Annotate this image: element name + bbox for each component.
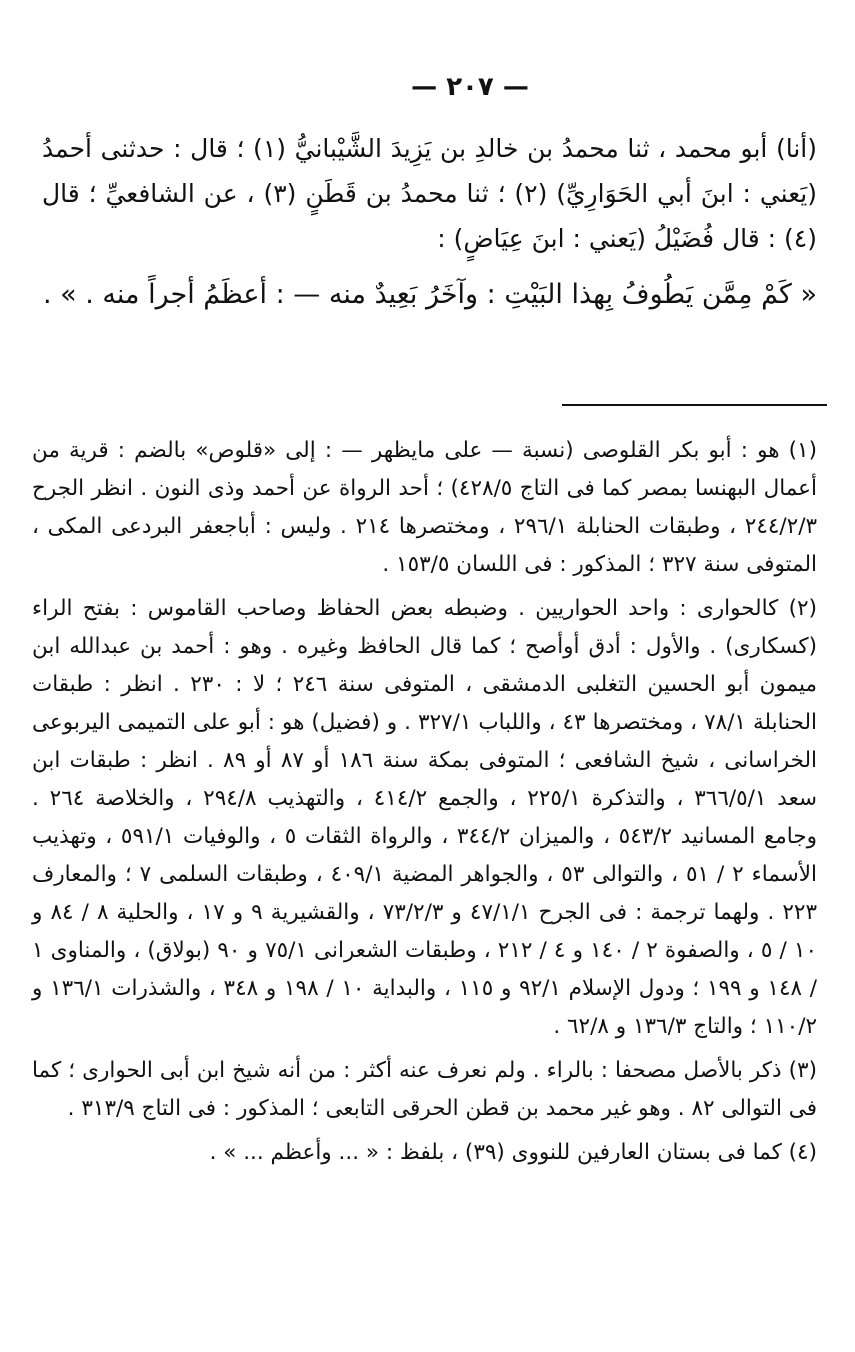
page-number: — ٢٠٧ — <box>411 72 529 102</box>
quoted-saying: « كَمْ مِمَّن يَطُوفُ بِهذا البَيْتِ : وآخَرُ بَعِيدٌ منه — : أعظَمُ أجراً منه . » . <box>43 279 817 310</box>
main-paragraph: (أنا) أبو محمد ، ثنا محمدُ بن خالدِ بن يَزِيدَ الشَّيْبانيُّ (١) ؛ قال : حدثنى أحمدُ (يَعني : ابنَ أبي الحَوَارِيِّ) (٢) ؛ ثنا محمدُ بن قَطَنٍ (٣) ، عن الشافعيِّ ؛ قال (٤) : قال فُضَيْلُ (يَعني : ابنَ عِيَاضٍ) : <box>42 134 818 253</box>
footnote-divider <box>562 404 827 406</box>
footnotes <box>32 432 817 1178</box>
footnote-1: (١) هو : أبو بكر القلوصى (نسبة — على مايظهر — : إلى «قلوص» بالضم : قرية من أعمال البهنسا بمصر كما فى التاج ٤٢٨/٥) ؛ أحد الرواة عن أحمد وذى النون . انظر الجرح ٢٤٤/٢/٣ ، وطبقات الحنابلة ٢٩٦/١ ، ومختصرها ٢١٤ . وليس : أباجعفر البردعى المكى ، المتوفى سنة ٣٢٧ ؛ المذكور : فى اللسان ١٥٣/٥ . <box>32 438 818 577</box>
footnote-2: (٢) كالحوارى : واحد الحواريين . وضبطه بعض الحفاظ وصاحب القاموس : بفتح الراء (كسكارى) . والأول : أدق أوأصح ؛ كما قال الحافظ وغيره . وهو : أحمد بن عبدالله ابن ميمون أبو الحسين التغلبى الدمشقى ، المتوفى سنة ٢٤٦ ؛ لا : ٢٣٠ . انظر : طبقات الحنابلة ٧٨/١ ، ومختصرها ٤٣ ، واللباب ٣٢٧/١ . و (فضيل) هو : أبو على التميمى اليربوعى الخراسانى ، شيخ الشافعى ؛ المتوفى بمكة سنة ١٨٦ أو ٨٧ أو ٨٩ . انظر : طبقات ابن سعد ٣٦٦/٥/١ ، والتذكرة ٢٢٥/١ ، والجمع ٤١٤/٢ ، والتهذيب ٢٩٤/٨ ، والخلاصة ٢٦٤ . وجامع المسانيد ٥٤٣/٢ ، والميزان ٣٤٤/٢ ، والرواة الثقات ٥ ، والوفيات ٥٩١/١ ، وتهذيب الأسماء ٢ / ٥١ ، والتوالى ٥٣ ، والجواهر المضية ٤٠٩/١ ، وطبقات السلمى ٧ ؛ والمعارف ٢٢٣ . ولهما ترجمة : فى الجرح ٤٧/١/١ و ٧٣/٢/٣ ، والقشيرية ٩ و ١٧ ، والحلية ٨ / ٨٤ و ١٠ / ٥ ، والصفوة ٢ / ١٤٠ و ٤ / ٢١٢ ، وطبقات الشعرانى ٧٥/١ و ٩٠ (بولاق) ، والمناوى ١ / ١٤٨ و ١٩٩ ؛ ودول الإسلام ٩٢/١ و ١١٥ ، والبداية ١٠ / ١٩٨ و ٣٤٨ ، والشذرات ١٣٦/١ و ١١٠/٢ ؛ والتاج ١٣٦/٣ و ٦٢/٨ . <box>32 596 818 1039</box>
main-text <box>42 126 817 321</box>
footnote-3: (٣) ذكر بالأصل مصحفا : بالراء . ولم نعرف عنه أكثر : من أنه شيخ ابن أبى الحوارى ؛ كما فى التوالى ٨٢ . وهو غير محمد بن قطن الحرقى التابعى ؛ المذكور : فى التاج ٣١٣/٩ . <box>32 1058 817 1121</box>
footnote-4: (٤) كما فى بستان العارفين للنووى (٣٩) ، بلفظ : « ... وأعظم ... » . <box>209 1140 817 1165</box>
